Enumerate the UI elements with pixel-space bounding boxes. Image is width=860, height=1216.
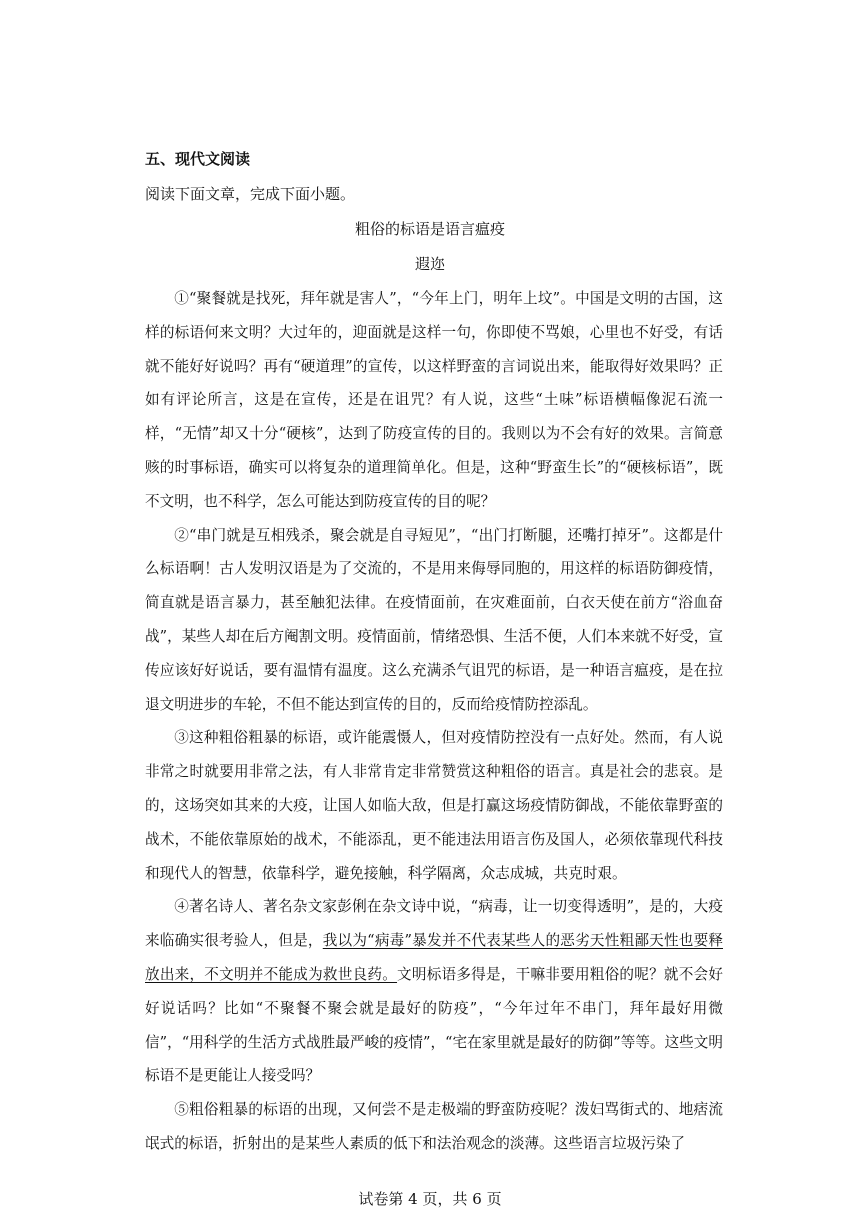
reading-instruction: 阅读下面文章，完成下面小题。 (145, 185, 356, 203)
paragraph-2: ②“串门就是互相残杀，聚会就是自寻短见”，“出门打断腿，还嘴打掉牙”。这都是什么标语啊！古人发明汉语是为了交流的，不是用来侮辱同胞的，用这样的标语防御疫情，简直就是语言暴力，甚至触犯法律。在疫情面前，在灾难面前，白衣天使在前方“浴血奋战”，某些人却在后方阉割文明。疫情面前，情绪恐惧、生活不便，人们本来就不好受，宣传应该好好说话，要有温情有温度。这么充满杀气诅咒的标语，是一种语言瘟疫，是在拉退文明进步的车轮，不但不能达到宣传的目的，反而给疫情防控添乱。 (145, 526, 723, 713)
paragraph-4 (145, 890, 723, 1093)
paragraph-3: ③这种粗俗粗暴的标语，或许能震慑人，但对疫情防控没有一点好处。然而，有人说非常之时就要用非常之法，有人非常肯定非常赞赏这种粗俗的语言。真是社会的悲哀。是的，这场突如其来的大疫，让国人如临大敌，但是打赢这场疫情防御战，不能依靠野蛮的战术，不能依靠原始的战术，不能添乱，更不能违法用语言伤及国人，必须依靠现代科技和现代人的智慧，依靠科学，避免接触，科学隔离，众志成城，共克时艰。 (145, 729, 723, 882)
paragraph-4-rest: 文明标语多得是，干嘛非要用粗俗的呢？就不会好好说话吗？比如“不聚餐不聚会就是最好的防疫”，“今年过年不串门，拜年最好用微信”，“用科学的生活方式战胜最严峻的疫情”，“宅在家里就是最好的防御”等等。这些文明标语不是更能让人接受吗？ (145, 965, 723, 1085)
paragraph-1: ①“聚餐就是找死，拜年就是害人”，“今年上门，明年上坟”。中国是文明的古国，这样的标语何来文明？大过年的，迎面就是这样一句，你即使不骂娘，心里也不好受，有话就不能好好说吗？再有“硬道理”的宣传，以这样野蛮的言词说出来，能取得好效果吗？正如有评论所言，这是在宣传，还是在诅咒？有人说，这些“土味”标语横幅像泥石流一样，“无情”却又十分“硬核”，达到了防疫宣传的目的。我则以为不会有好的效果。言简意赅的时事标语，确实可以将复杂的道理简单化。但是，这种“野蛮生长”的“硬核标语”，既不文明，也不科学，怎么可能达到防疫宣传的目的呢？ (145, 290, 723, 510)
page-footer: 试卷第 4 页，共 6 页 (358, 1190, 502, 1208)
article-author: 遐迩 (414, 255, 445, 273)
paragraph-5: ⑤粗俗粗暴的标语的出现，又何尝不是走极端的野蛮防疫呢？泼妇骂街式的、地痞流氓式的标语，折射出的是某些人素质的低下和法治观念的淡薄。这些语言垃圾污染了 (145, 1101, 723, 1152)
article-body (145, 282, 723, 1161)
paragraph-4-lead: ④著名诗人、著名杂文家彭俐在杂文诗中说，“病毒，让一切变得透明”，是的，大疫来临确实很考验人，但是， (145, 898, 723, 950)
article-title: 粗俗的标语是语言瘟疫 (354, 220, 505, 238)
underlined-sentence: 我以为“病毒”暴发并不代表某些人的恶劣天性粗鄙天性也要释放出来，不文明并不能成为救世良药。 (145, 932, 723, 983)
section-title: 五、现代文阅读 (145, 150, 251, 168)
